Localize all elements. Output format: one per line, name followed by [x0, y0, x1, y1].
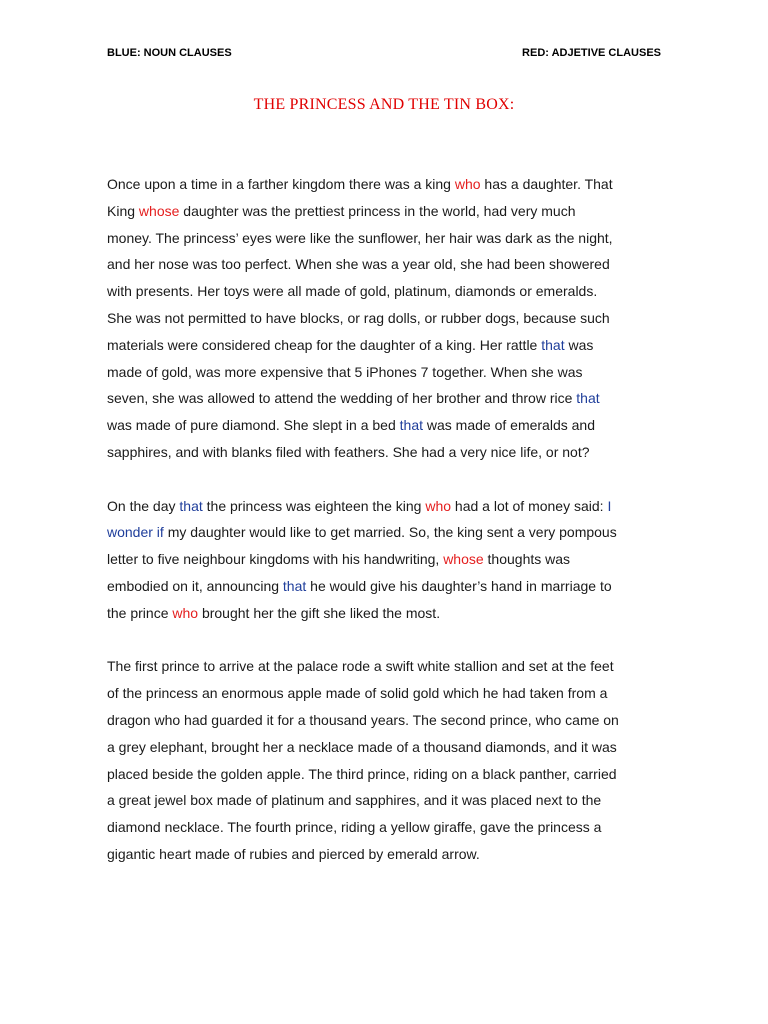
text-run: the prince — [107, 604, 173, 621]
text-run: was — [564, 336, 594, 353]
adjective-clause-marker: who — [425, 497, 452, 514]
text-run: Once upon a time in a farther kingdom there was a king — [107, 176, 455, 192]
adjective-clause-marker: who — [454, 176, 481, 192]
text-line — [107, 734, 667, 761]
text-line — [107, 707, 667, 734]
text-line — [107, 680, 667, 707]
text-run: diamond necklace. The fourth prince, riding a yellow giraffe, gave the princess a — [107, 819, 602, 836]
text-run: of the princess an enormous apple made of solid gold which he had taken from a — [107, 685, 608, 702]
adjective-clause-marker: who — [172, 604, 199, 621]
text-line — [107, 359, 667, 386]
text-run: brought her the gift she liked the most. — [198, 604, 441, 621]
text-line — [107, 225, 667, 252]
text-run: The first prince to arrive at the palace rode a swift white stallion and set at the feet — [107, 658, 614, 675]
story-paragraph — [107, 493, 667, 627]
text-line — [107, 439, 667, 466]
text-run: was made of pure diamond. She slept in a bed — [107, 417, 400, 434]
text-run: King — [107, 202, 139, 219]
text-line — [107, 787, 667, 814]
text-run: materials were considered cheap for the daughter of a king. Her rattle — [107, 336, 542, 353]
noun-clause-marker: wonder if — [107, 524, 164, 541]
text-run: had a lot of money said: — [451, 497, 608, 514]
adjective-clause-marker: whose — [138, 202, 180, 219]
text-run: placed beside the golden apple. The third prince, riding on a black panther, carried — [107, 765, 617, 782]
text-line — [107, 385, 667, 412]
text-run: She was not permitted to have blocks, or rag dolls, or rubber dogs, because such — [107, 309, 610, 326]
text-run: a great jewel box made of platinum and sapphires, and it was placed next to the — [107, 792, 602, 809]
noun-clause-marker: that — [576, 390, 600, 407]
noun-clause-marker: that — [282, 577, 307, 594]
story-body — [107, 171, 667, 868]
noun-clause-marker: that — [179, 497, 203, 514]
noun-clause-marker: that — [399, 417, 423, 434]
text-line — [107, 546, 667, 573]
text-run: the princess was eighteen the king — [202, 497, 426, 514]
adjective-clause-marker: whose — [443, 551, 484, 568]
color-legend-header — [107, 47, 661, 63]
text-line — [107, 198, 667, 225]
text-line — [107, 573, 667, 600]
text-line — [107, 841, 667, 868]
text-line — [107, 278, 667, 305]
text-run: my daughter would like to get married. So, the king sent a very pompous — [163, 524, 617, 541]
text-line — [107, 251, 667, 278]
text-run: daughter was the prettiest princess in the world, had very much — [179, 202, 576, 219]
text-run: embodied on it, announcing — [107, 577, 283, 594]
adjective-clauses-legend: RED: ADJETIVE CLAUSES — [522, 47, 661, 59]
text-run: made of gold, was more expensive that 5 iPhones 7 together. When she was — [107, 363, 583, 380]
text-run: with presents. Her toys were all made of gold, platinum, diamonds or emeralds. — [107, 283, 598, 300]
text-run: gigantic heart made of rubies and pierced by emerald arrow. — [107, 845, 480, 862]
story-title: THE PRINCESS AND THE TIN BOX: — [253, 96, 515, 113]
story-paragraph — [107, 653, 667, 867]
text-run: dragon who had guarded it for a thousand years. The second prince, who came on — [107, 711, 619, 728]
text-line — [107, 493, 667, 520]
text-run: letter to five neighbour kingdoms with his handwriting, — [107, 551, 444, 568]
text-line — [107, 519, 667, 546]
text-run: thoughts was — [483, 551, 571, 568]
text-run: money. The princess’ eyes were like the sunflower, her hair was dark as the night, — [107, 229, 613, 246]
text-line — [107, 814, 667, 841]
story-paragraph — [107, 171, 667, 466]
text-run: was made of emeralds and — [423, 417, 595, 434]
text-line — [107, 653, 667, 680]
text-line — [107, 412, 667, 439]
text-run: sapphires, and with blanks filed with feathers. She had a very nice life, or not? — [107, 443, 590, 460]
text-line — [107, 305, 667, 332]
noun-clause-marker: that — [541, 336, 565, 353]
text-line — [107, 600, 667, 627]
text-run: and her nose was too perfect. When she was a year old, she had been showered — [107, 256, 610, 273]
text-line — [107, 171, 667, 198]
noun-clause-marker: I — [607, 497, 612, 514]
text-run: a grey elephant, brought her a necklace made of a thousand diamonds, and it was — [107, 738, 617, 755]
text-line — [107, 761, 667, 788]
text-run: seven, she was allowed to attend the wedding of her brother and throw rice — [107, 390, 577, 407]
noun-clauses-legend: BLUE: NOUN CLAUSES — [107, 47, 232, 59]
text-run: has a daughter. That — [480, 176, 613, 192]
text-line — [107, 332, 667, 359]
text-run: On the day — [107, 497, 180, 514]
text-run: he would give his daughter’s hand in marriage to — [306, 577, 612, 594]
